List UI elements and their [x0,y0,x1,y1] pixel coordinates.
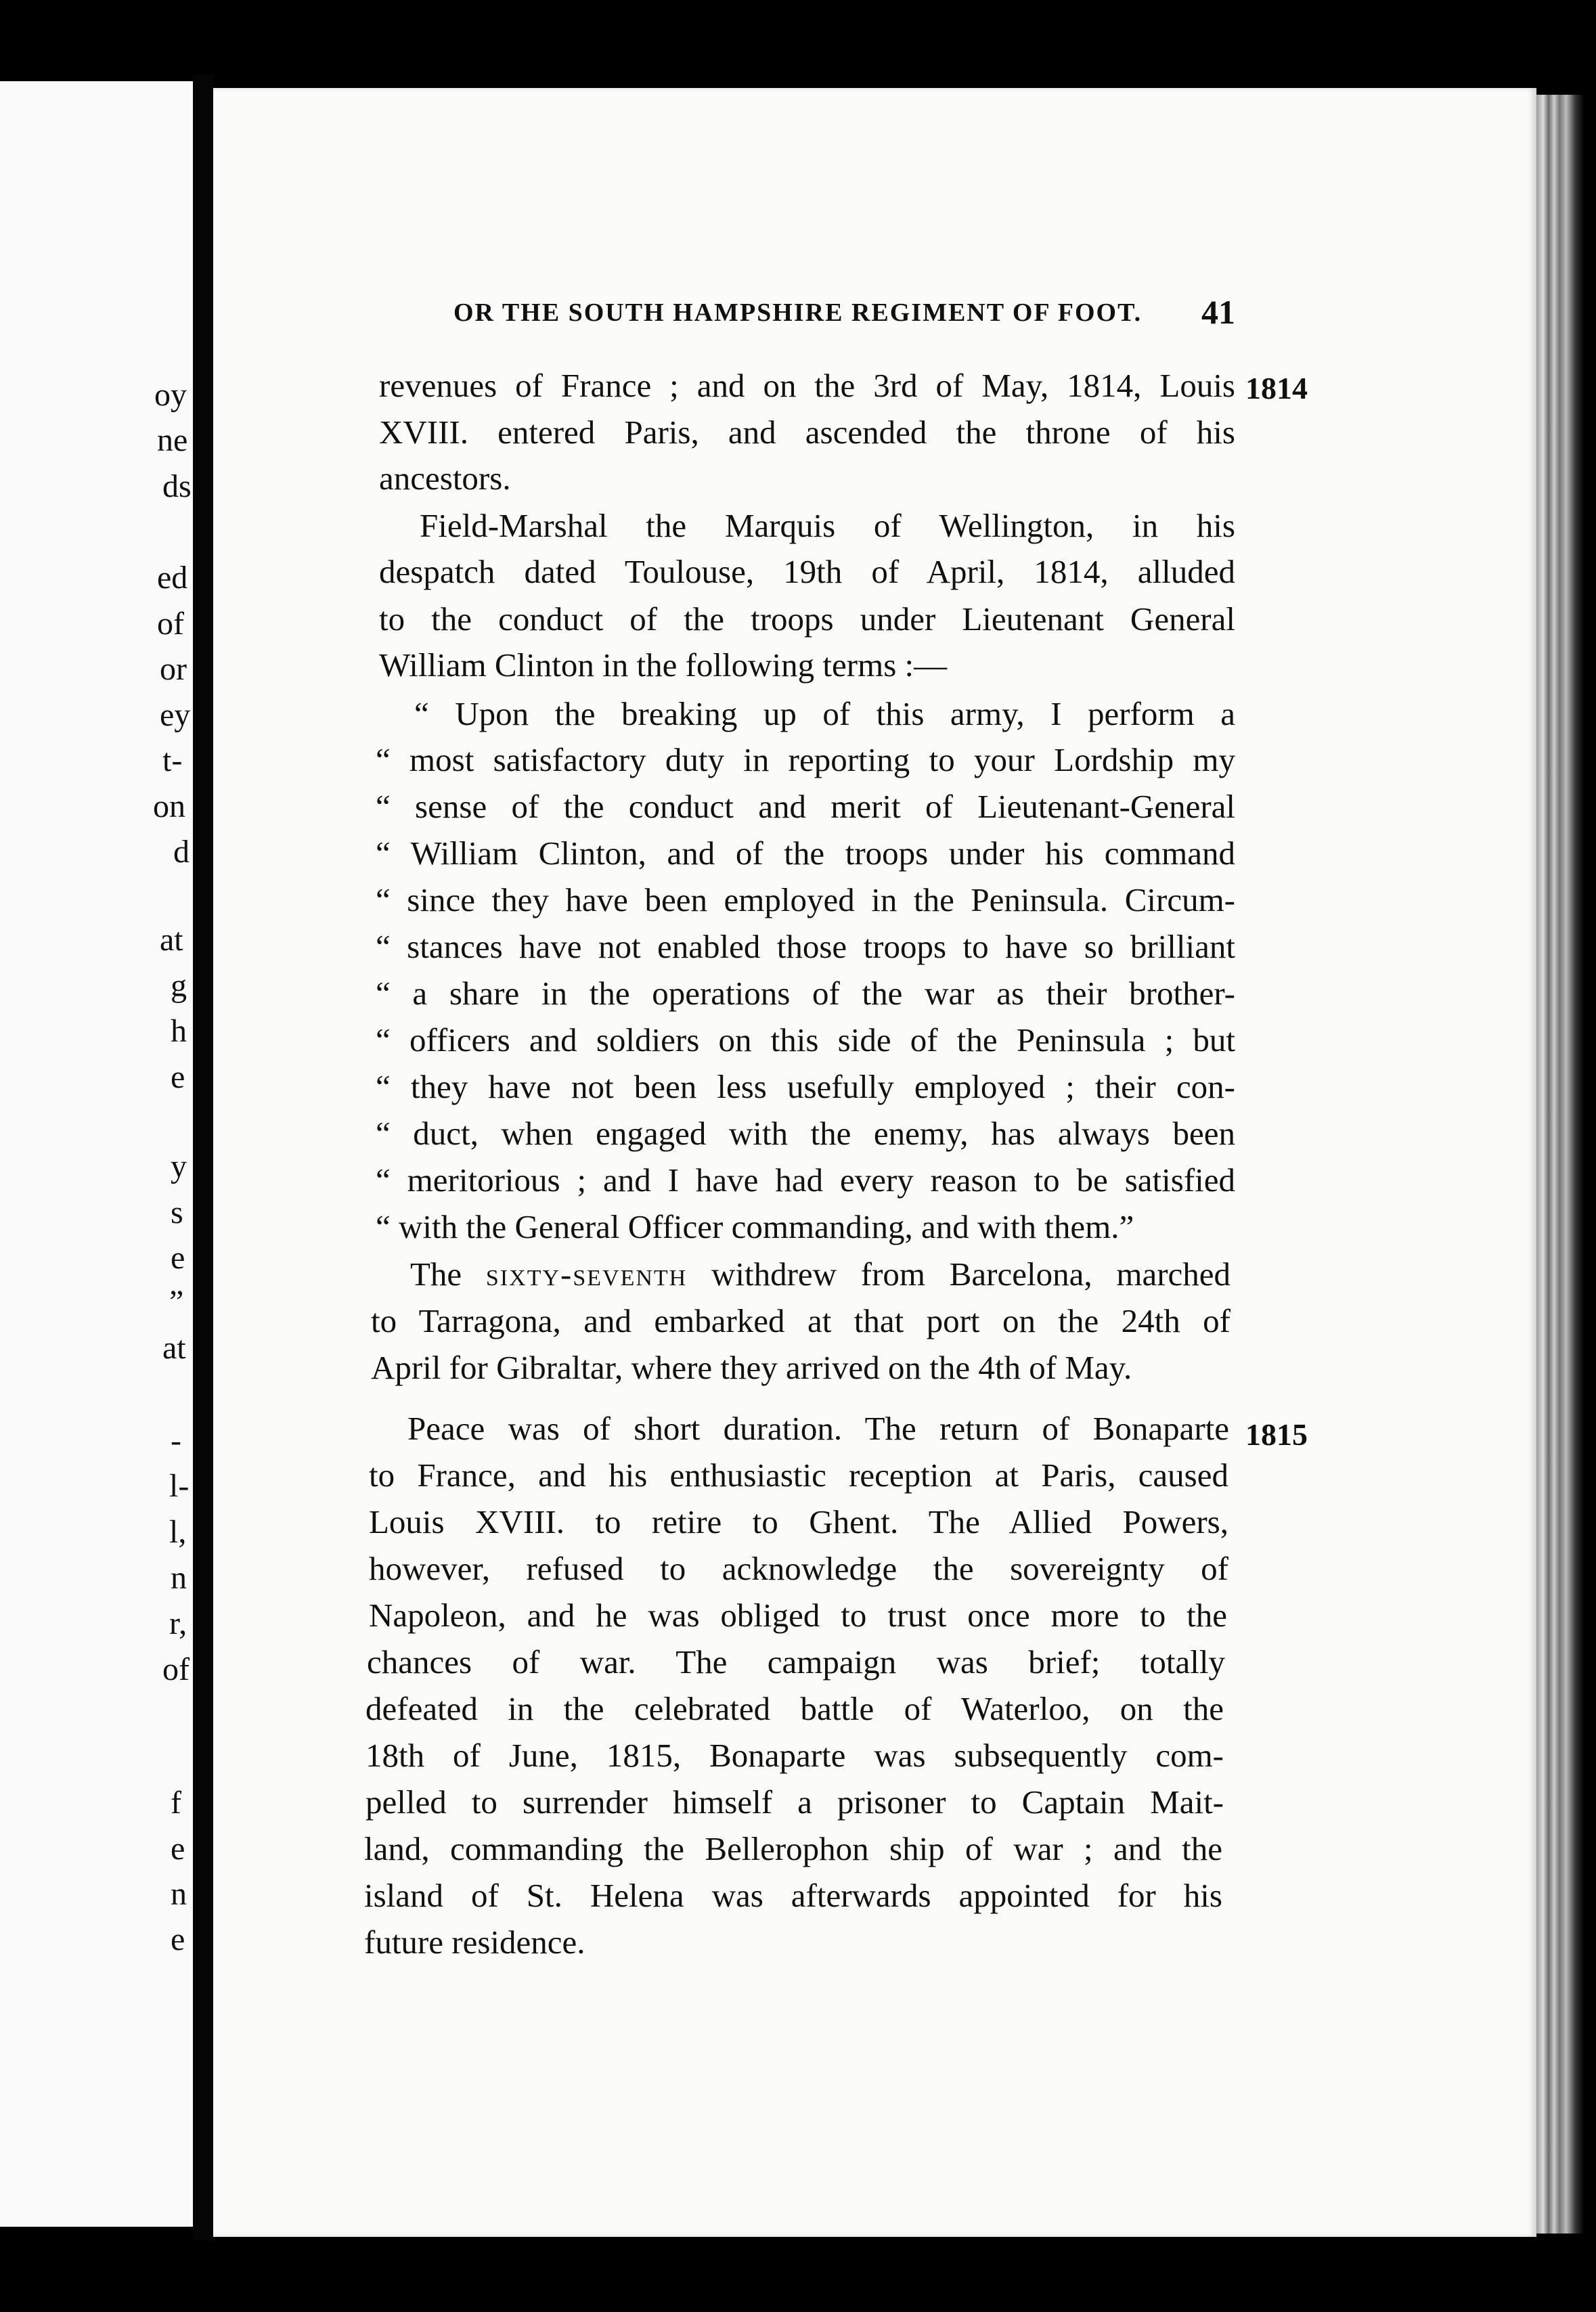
regiment-name: sixty-seventh [485,1255,688,1293]
quote-line: “ duct, when engaged with the enemy, has always been [376,1115,1235,1152]
text-line: Louis XVIII. to retire to Ghent. The Allied Powers, [369,1503,1228,1540]
left-fragment: e [171,1059,185,1095]
text-line: XVIII. entered Paris, and ascended the throne of his [379,414,1235,451]
text-line: future residence. [364,1924,585,1961]
text-line: revenues of France ; and on the 3rd of May, 1814, Louis [379,367,1235,404]
quote-line: “ stances have not enabled those troops to have so brilliant [376,928,1235,965]
quote-line: “ officers and soldiers on this side of the Peninsula ; but [376,1021,1235,1059]
text-line: to the conduct of the troops under Lieutenant General [379,600,1235,638]
text-line: Napoleon, and he was obliged to trust once more to the [369,1597,1227,1634]
text-line: however, refused to acknowledge the sovereignty of [369,1550,1228,1587]
left-fragment: e [171,1831,185,1867]
left-fragment: ” [169,1284,184,1320]
quote-line: “ William Clinton, and of the troops under his command [376,835,1235,872]
quote-line: “ Upon the breaking up of this army, I perform a [414,695,1235,732]
quote-line: “ sense of the conduct and merit of Lieutenant-General [376,788,1235,825]
text-line: to France, and his enthusiastic reception at Paris, caused [369,1457,1228,1494]
left-fragment: on [153,788,185,824]
text-line: defeated in the celebrated battle of Waterloo, on the [365,1690,1224,1727]
left-fragment: e [171,1921,185,1957]
quote-line: “ a share in the operations of the war as their brother- [376,975,1235,1012]
left-fragment: n [171,1560,187,1596]
left-fragment: d [173,834,190,870]
text-line-rest: withdrew from Barcelona, marched [711,1255,1231,1293]
margin-year: 1814 [1245,371,1308,405]
regiment-lead-in: The [410,1255,462,1293]
running-head: OR THE SOUTH HAMPSHIRE REGIMENT OF FOOT. [453,298,1143,327]
left-fragment: g [171,968,187,1004]
text-line: ancestors. [379,460,511,497]
left-fragment: y [171,1149,187,1184]
left-fragment: ey [160,697,191,733]
text-line: William Clinton in the following terms :— [379,646,948,684]
quote-line: “ most satisfactory duty in reporting to your Lordship my [376,741,1235,778]
left-fragment: r, [169,1605,187,1641]
left-fragment: at [160,922,183,958]
left-fragment: n [171,1876,187,1912]
text-line: Peace was of short duration. The return of Bonaparte [407,1410,1229,1447]
page-edge-stack [1536,95,1584,2233]
left-fragment: ds [162,468,192,504]
quote-line: “ they have not been less usefully employed ; their con- [376,1068,1235,1105]
text-line: pelled to surrender himself a prisoner to Captain Mait- [365,1783,1224,1821]
text-line: despatch dated Toulouse, 19th of April, 1814, alluded [379,553,1235,590]
left-fragment: - [171,1423,181,1459]
left-fragment: s [171,1195,183,1230]
left-fragment: or [160,651,187,687]
text-line: island of St. Helena was afterwards appointed for his [364,1877,1222,1914]
left-fragment: l, [169,1514,187,1550]
left-fragment: t- [162,742,183,778]
text-line [410,1255,1231,1293]
left-fragment: l- [169,1468,190,1504]
text-line: Field-Marshal the Marquis of Wellington, in his [420,507,1235,544]
text-line: April for Gibraltar, where they arrived on the 4th of May. [371,1349,1132,1386]
book-gutter [193,74,213,2240]
left-fragment: h [171,1013,187,1049]
left-fragment: of [157,606,184,642]
text-line: land, commanding the Bellerophon ship of war ; and the [364,1830,1222,1867]
left-fragment: oy [154,377,187,413]
left-fragment: ed [157,560,188,596]
text-line: chances of war. The campaign was brief; totally [367,1643,1225,1681]
text-line: to Tarragona, and embarked at that port on the 24th of [371,1302,1231,1339]
left-fragment: e [171,1240,185,1276]
quote-line: “ since they have been employed in the Peninsula. Circum- [376,881,1235,918]
margin-year: 1815 [1245,1417,1308,1452]
quote-line: “ with the General Officer commanding, and with them.” [376,1208,1134,1245]
page-number: 41 [1201,293,1235,331]
left-fragment: of [162,1651,190,1687]
left-fragment: f [171,1785,181,1821]
quote-line: “ meritorious ; and I have had every reason to be satisfied [376,1161,1235,1199]
left-page-edge [0,81,193,2227]
left-fragment: ne [157,422,188,458]
left-fragment: at [162,1330,186,1366]
text-line: 18th of June, 1815, Bonaparte was subsequently com- [365,1737,1224,1774]
